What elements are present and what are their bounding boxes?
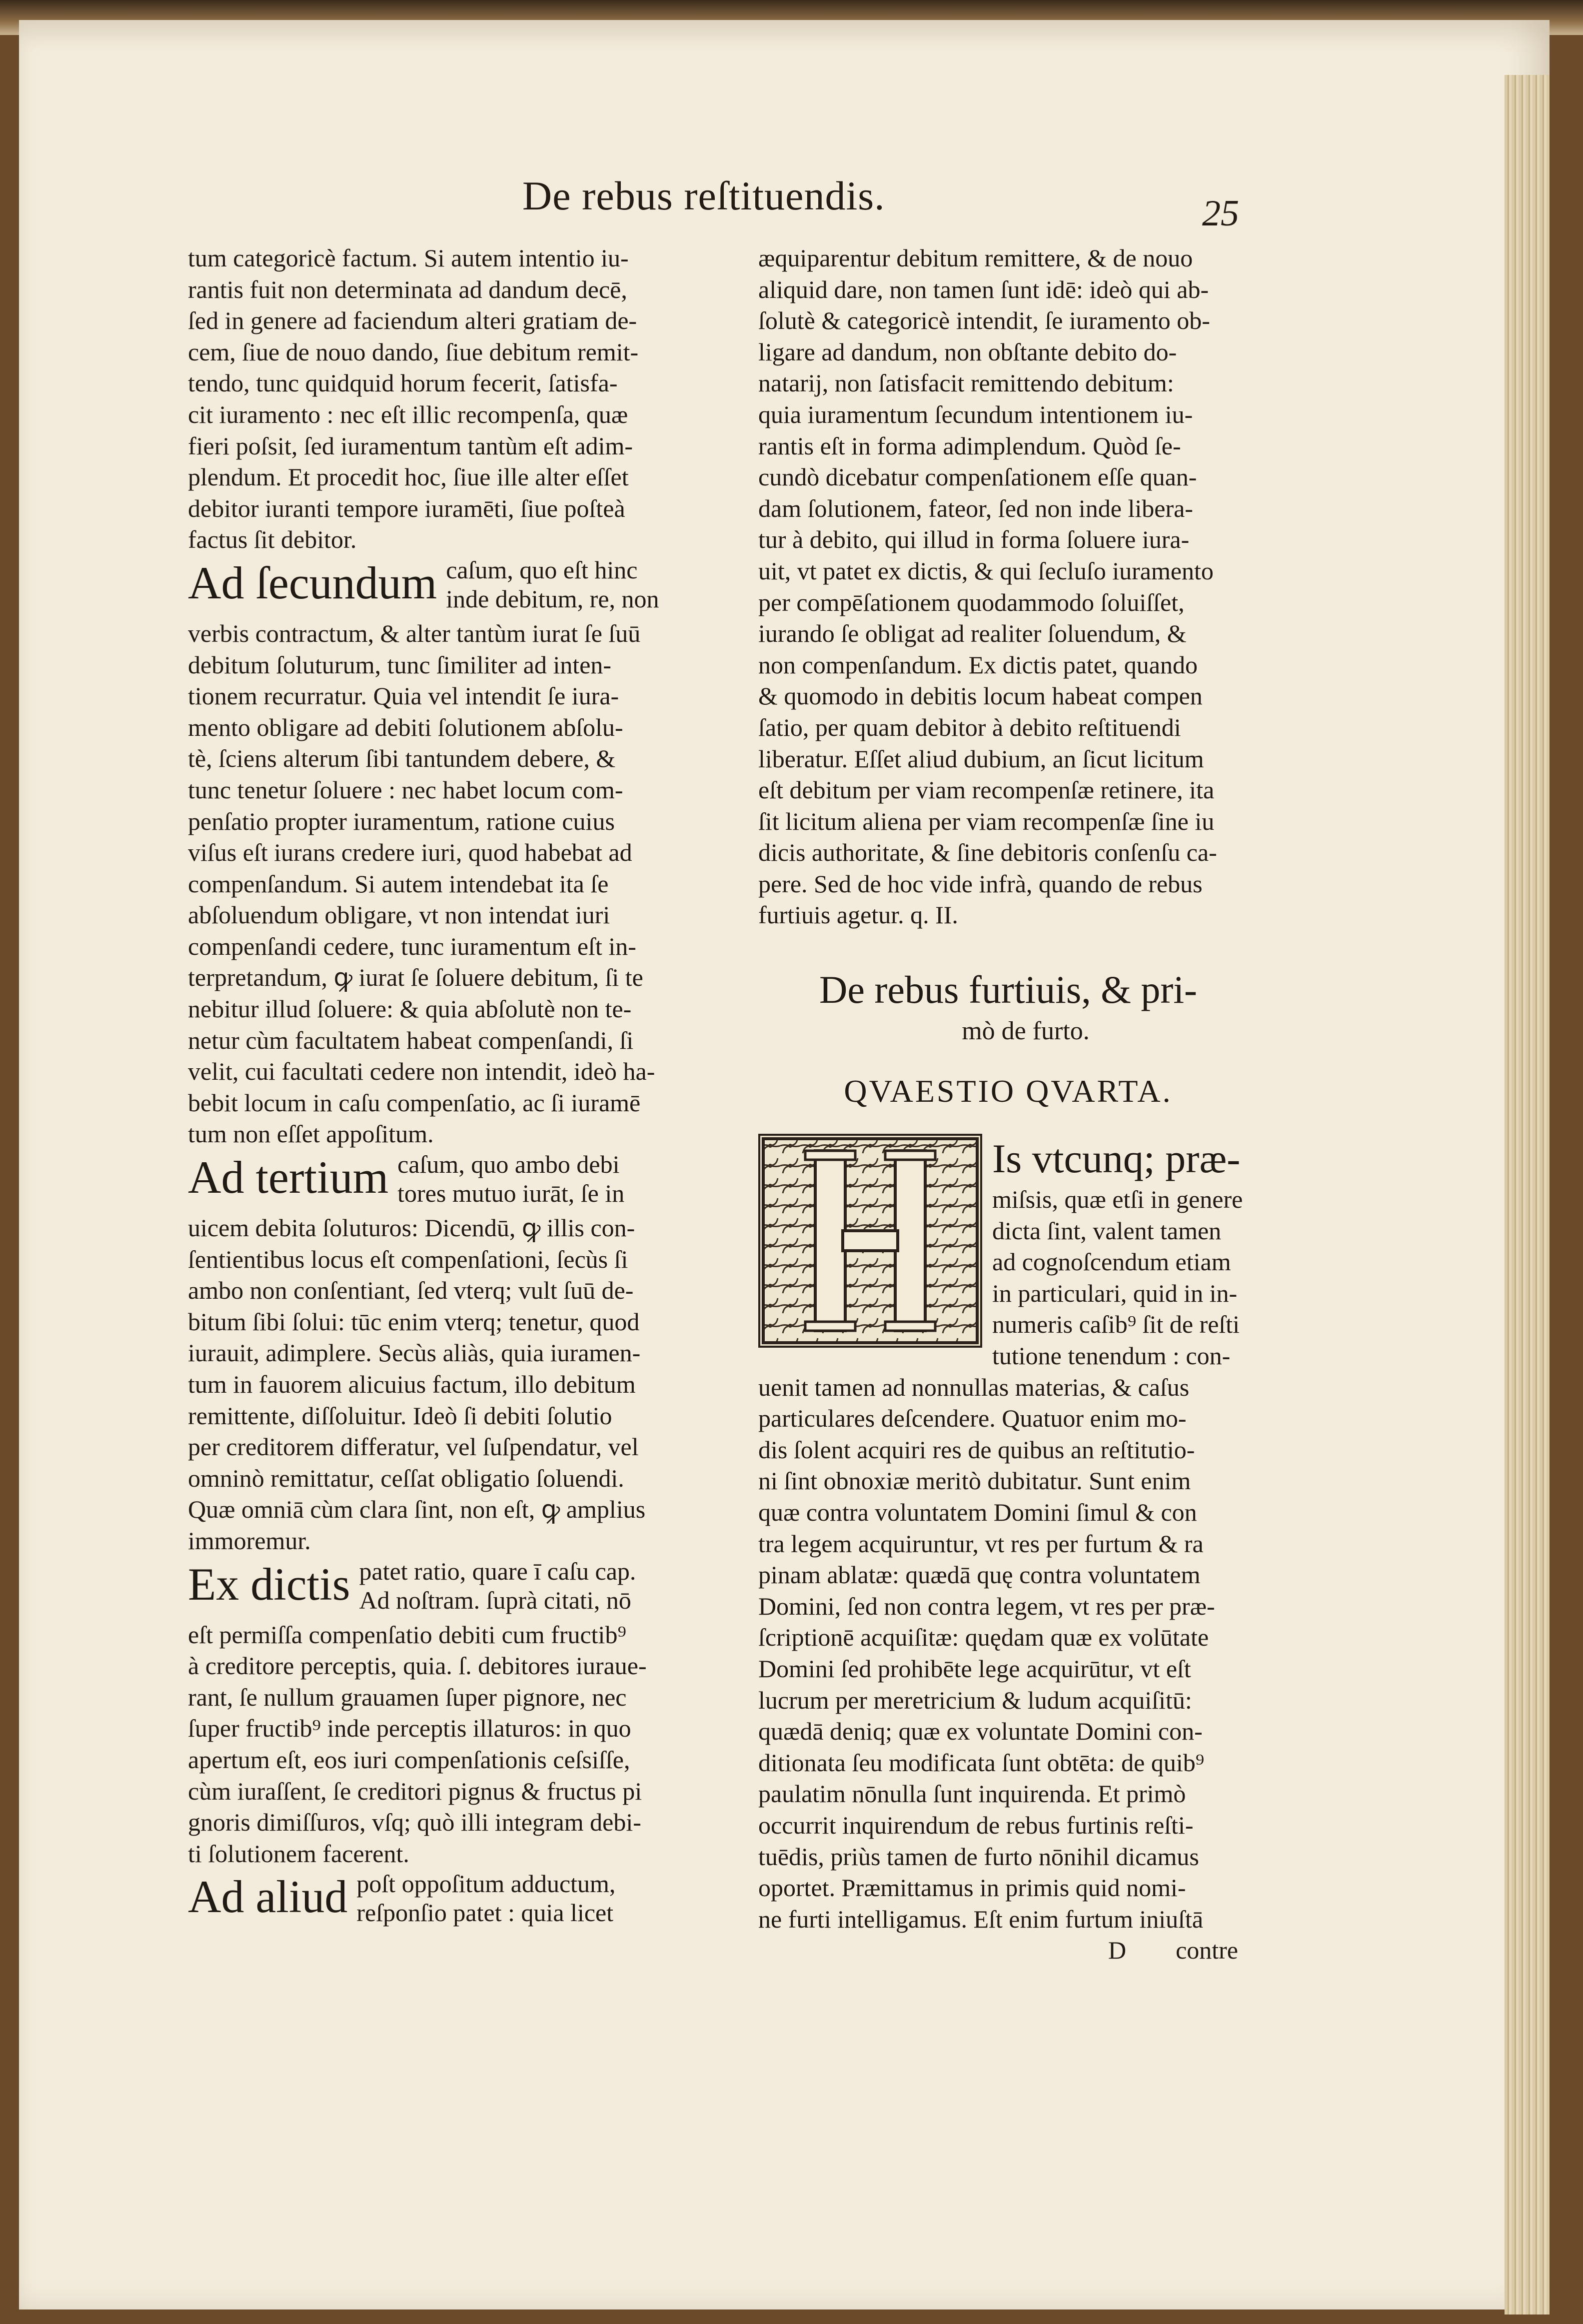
text-line: caſum, quo eſt hinc (446, 555, 638, 584)
text-line: mento obligare ad debiti ſolutionem abſolu- (188, 713, 623, 741)
text-line: cem, ſiue de nouo dando, ſiue debitum remit- (188, 337, 639, 366)
text-line: bitum ſibi ſolui: tūc enim vterq; tenetur, quod (188, 1307, 640, 1336)
text-line: oportet. Præmittamus in primis quid nomi- (758, 1874, 1186, 1902)
initial-text (992, 1134, 1243, 1372)
text-line: remittente, diſſoluitur. Ideò ſi debiti ſolutio (188, 1401, 612, 1430)
text-line: reſponſio patet : quia licet (356, 1899, 614, 1927)
text-line: ambo non conſentiant, ſed vterq; vult ſuū de- (188, 1276, 634, 1305)
text-line: ditionata ſeu modificata ſunt obtēta: de quib⁹ (758, 1748, 1205, 1777)
text-line: tum in fauorem alicuius factum, illo debitum (188, 1370, 636, 1398)
text-line: bebit locum in caſu compenſatio, ac ſi iuramē (188, 1088, 641, 1117)
text-line: Domini ſed prohibēte lege acquirūtur, vt eſt (758, 1654, 1191, 1683)
text-line: ligare ad dandum, non obſtante debito do- (758, 337, 1177, 366)
text-line: tores mutuo iurāt, ſe in (397, 1179, 625, 1208)
signature-mark: D (1108, 1936, 1127, 1965)
section-subtitle: mò de furto. (962, 1017, 1090, 1046)
text-line: uenit tamen ad nonnullas materias, & caſus (758, 1373, 1190, 1401)
text-line: tè, ſciens alterum ſibi tantundem debere, & (188, 744, 616, 773)
text-line: poſt oppoſitum adductum, (356, 1870, 616, 1898)
text-line: terpretandum, ꝙ iurat ſe ſoluere debitum, ſi te (188, 963, 643, 992)
text-line: cùm iuraſſent, ſe creditori pignus & fructus pi (188, 1777, 642, 1805)
text-line: tum non eſſet appoſitum. (188, 1120, 434, 1148)
heading-lead: Ad tertium (188, 1152, 389, 1203)
paragraph-heading (188, 1150, 708, 1212)
text-line: debitor iuranti tempore iuramēti, ſiue poſteà (188, 494, 625, 522)
text-line: tendo, tunc quidquid horum fecerit, ſatisfa- (188, 369, 618, 397)
text-line: ad cognoſcendum etiam (992, 1248, 1231, 1276)
text-line: ſcriptionē acquiſitæ: quędam quæ ex volūtate (758, 1623, 1209, 1652)
paragraph-3 (188, 1212, 708, 1557)
text-line: in particulari, quid in in- (992, 1279, 1238, 1307)
running-head: De rebus reſtituendis. (522, 173, 885, 218)
text-line: cundò dicebatur compenſationem eſſe quan- (758, 463, 1197, 491)
text-line: numeris caſib⁹ ſit de reſti (992, 1310, 1240, 1339)
text-line: abſoluendum obligare, vt non intendat iuri (188, 901, 610, 929)
text-line: occurrit inquirendum de rebus furtinis reſti- (758, 1811, 1194, 1839)
text-line: uit, vt patet ex dictis, & qui ſecluſo iuramento (758, 556, 1214, 585)
paragraph-2 (188, 618, 708, 1150)
text-line: gnoris dimiſſuros, vſq; quò illi integram debi- (188, 1808, 641, 1837)
text-line: pinam ablatæ: quædā quę contra voluntatem (758, 1561, 1201, 1589)
text-line: Domini, ſed non contra legem, vt res per præ- (758, 1592, 1215, 1620)
text-line: tunc tenetur ſoluere : nec habet locum com- (188, 775, 623, 804)
text-line: caſum, quo ambo debi (397, 1150, 620, 1179)
text-line: iurauit, adimplere. Secùs aliàs, quia iuramen- (188, 1339, 641, 1367)
text-line: uicem debita ſoluturos: Dicendū, ꝙ illis con- (188, 1214, 635, 1242)
text-line: ſed in genere ad faciendum alteri gratiam de- (188, 306, 637, 335)
text-line: dicis authoritate, & ſine debitoris conſenſu ca- (758, 838, 1217, 867)
text-line: apertum eſt, eos iuri compenſationis ceſsiſſe, (188, 1745, 630, 1774)
question-title: QVAESTIO QVARTA. (844, 1073, 1173, 1109)
text-line: compenſandi cedere, tunc iuramentum eſt in- (188, 932, 636, 960)
text-line: factus ſit debitor. (188, 525, 357, 554)
decorated-initial (758, 1134, 982, 1348)
text-line: Quæ omniā cùm clara ſint, non eſt, ꝙ amplius (188, 1495, 646, 1524)
text-line: ne furti intelligamus. Eſt enim furtum iniuſtā (758, 1905, 1204, 1933)
text-line: nebitur illud ſoluere: & quia abſolutè non te- (188, 995, 632, 1023)
text-line: cit iuramento : nec eſt illic recompenſa, quæ (188, 400, 628, 428)
heading-lead: Ex dictis (188, 1558, 350, 1610)
text-line: quæ contra voluntatem Domini ſimul & con (758, 1498, 1197, 1526)
text-line: netur cùm facultatem habeat compenſandi, ſi (188, 1026, 634, 1054)
text-line: ſit licitum aliena per viam recompenſæ ſine iu (758, 807, 1215, 835)
page-number: 25 (1202, 193, 1239, 234)
text-line: inde debitum, re, non (446, 584, 659, 613)
text-line: natarij, non ſatisfacit remittendo debitum: (758, 369, 1174, 397)
text-line: eſt debitum per viam recompenſæ retinere, ita (758, 776, 1215, 804)
text-line: liberatur. Eſſet aliud dubium, an ſicut licitum (758, 744, 1204, 773)
text-line: ni ſint obnoxiæ meritò dubitatur. Sunt enim (758, 1467, 1191, 1495)
paragraph-1 (188, 242, 708, 555)
paragraph-heading (188, 1869, 708, 1932)
text-line: Is vtcunq; præ- (992, 1136, 1241, 1182)
text-line: tuēdis, priùs tamen de furto nōnihil dicamus (758, 1842, 1199, 1871)
text-line: eſt permiſſa compenſatio debiti cum fructib⁹ (188, 1620, 626, 1649)
text-line: viſus eſt iurans credere iuri, quod habebat ad (188, 838, 632, 867)
section-title: De rebus furtiuis, & pri- (819, 968, 1197, 1012)
text-line: rantis fuit non determinata ad dandum decē, (188, 275, 627, 303)
floral-initial-h-icon (760, 1136, 980, 1346)
text-line: dis ſolent acquiri res de quibus an reſtitutio- (758, 1435, 1195, 1464)
text-line: particulares deſcendere. Quatuor enim mo- (758, 1404, 1187, 1433)
text-line: tutione tenendum : con- (992, 1342, 1231, 1370)
text-line: tur à debito, qui illud in forma ſoluere iura- (758, 525, 1190, 554)
text-line: patet ratio, quare ī caſu cap. (359, 1557, 636, 1585)
paragraph-2 (758, 1372, 1258, 1935)
left-column (188, 242, 708, 1932)
page-edges (1505, 75, 1550, 2315)
text-line: ti ſolutionem facerent. (188, 1839, 409, 1868)
text-line: non compenſandum. Ex dictis patet, quando (758, 650, 1198, 679)
text-line: furtiuis agetur. q. II. (758, 901, 958, 929)
text-line: & quomodo in debitis locum habeat compen (758, 682, 1203, 710)
text-line: quædā deniq; quæ ex voluntate Domini con- (758, 1717, 1203, 1746)
text-line: rantis eſt in forma adimplendum. Quòd ſe- (758, 431, 1181, 460)
text-line: ſuper fructib⁹ inde perceptis illaturos: in quo (188, 1714, 631, 1743)
text-line: tionem recurratur. Quia vel intendit ſe iura- (188, 682, 619, 710)
right-column (758, 242, 1258, 1966)
text-line: à creditore perceptis, quia. ſ. debitores iuraue- (188, 1652, 647, 1680)
text-line: debitum ſoluturum, tunc ſimiliter ad inten- (188, 650, 612, 679)
text-line: paulatim nōnulla ſunt inquirenda. Et primò (758, 1780, 1186, 1808)
text-line: velit, cui facultati cedere non intendit, ideò ha- (188, 1057, 655, 1086)
heading-lead: Ad ſecundum (188, 557, 437, 608)
text-line: ſatio, per quam debitor à debito reſtituendi (758, 713, 1181, 741)
text-line: per compēſationem quodammodo ſoluiſſet, (758, 588, 1185, 616)
text-line: verbis contractum, & alter tantùm iurat ſe ſuū (188, 619, 641, 647)
text-line: ſentientibus locus eſt compenſationi, ſecùs ſi (188, 1245, 628, 1273)
text-line: tum categoricè factum. Si autem intentio iu- (188, 244, 629, 272)
text-line: compenſandum. Si autem intendebat ita ſe (188, 869, 609, 898)
text-line: æquiparentur debitum remittere, & de nouo (758, 244, 1193, 272)
paragraph-heading (188, 1557, 708, 1619)
text-line: ſolutè & categoricè intendit, ſe iuramento ob- (758, 306, 1210, 335)
text-line: dicta ſint, valent tamen (992, 1216, 1222, 1245)
text-line: immoremur. (188, 1526, 311, 1555)
decorated-initial-block (758, 1134, 1258, 1372)
heading-lead: Ad aliud (188, 1871, 348, 1923)
text-line: dam ſolutionem, fateor, ſed non inde libera- (758, 494, 1193, 522)
text-line: lucrum per meretricium & ludum acquiſitū: (758, 1686, 1192, 1714)
text-line: omninò remittatur, ceſſat obligatio ſoluendi. (188, 1464, 624, 1492)
catchword: contre (1176, 1936, 1238, 1965)
text-line: pere. Sed de hoc vide infrà, quando de rebus (758, 869, 1203, 898)
paragraph-1 (758, 242, 1258, 931)
text-line: iurando ſe obligat ad realiter ſoluendum, & (758, 619, 1187, 648)
text-line: quia iuramentum ſecundum intentionem iu- (758, 400, 1193, 428)
paragraph-heading (188, 555, 708, 618)
text-line: rant, ſe nullum grauamen ſuper pignore, nec (188, 1683, 627, 1711)
text-line: per creditorem differatur, vel ſuſpendatur, vel (188, 1433, 639, 1461)
text-line: penſatio propter iuramentum, ratione cuius (188, 807, 615, 835)
text-line: fieri poſsit, ſed iuramentum tantùm eſt adim- (188, 431, 633, 460)
text-line: tra legem acquiruntur, vt res per furtum & ra (758, 1529, 1204, 1558)
text-line: Ad noſtram. ſuprà citati, nō (359, 1586, 631, 1614)
paragraph-4 (188, 1619, 708, 1870)
signature-line (758, 1935, 1258, 1966)
text-line: plendum. Et procedit hoc, ſiue ille alter eſſet (188, 463, 629, 491)
text-line: miſsis, quæ etſi in genere (992, 1185, 1243, 1214)
text-line: aliquid dare, non tamen ſunt idē: ideò qui ab- (758, 275, 1209, 303)
